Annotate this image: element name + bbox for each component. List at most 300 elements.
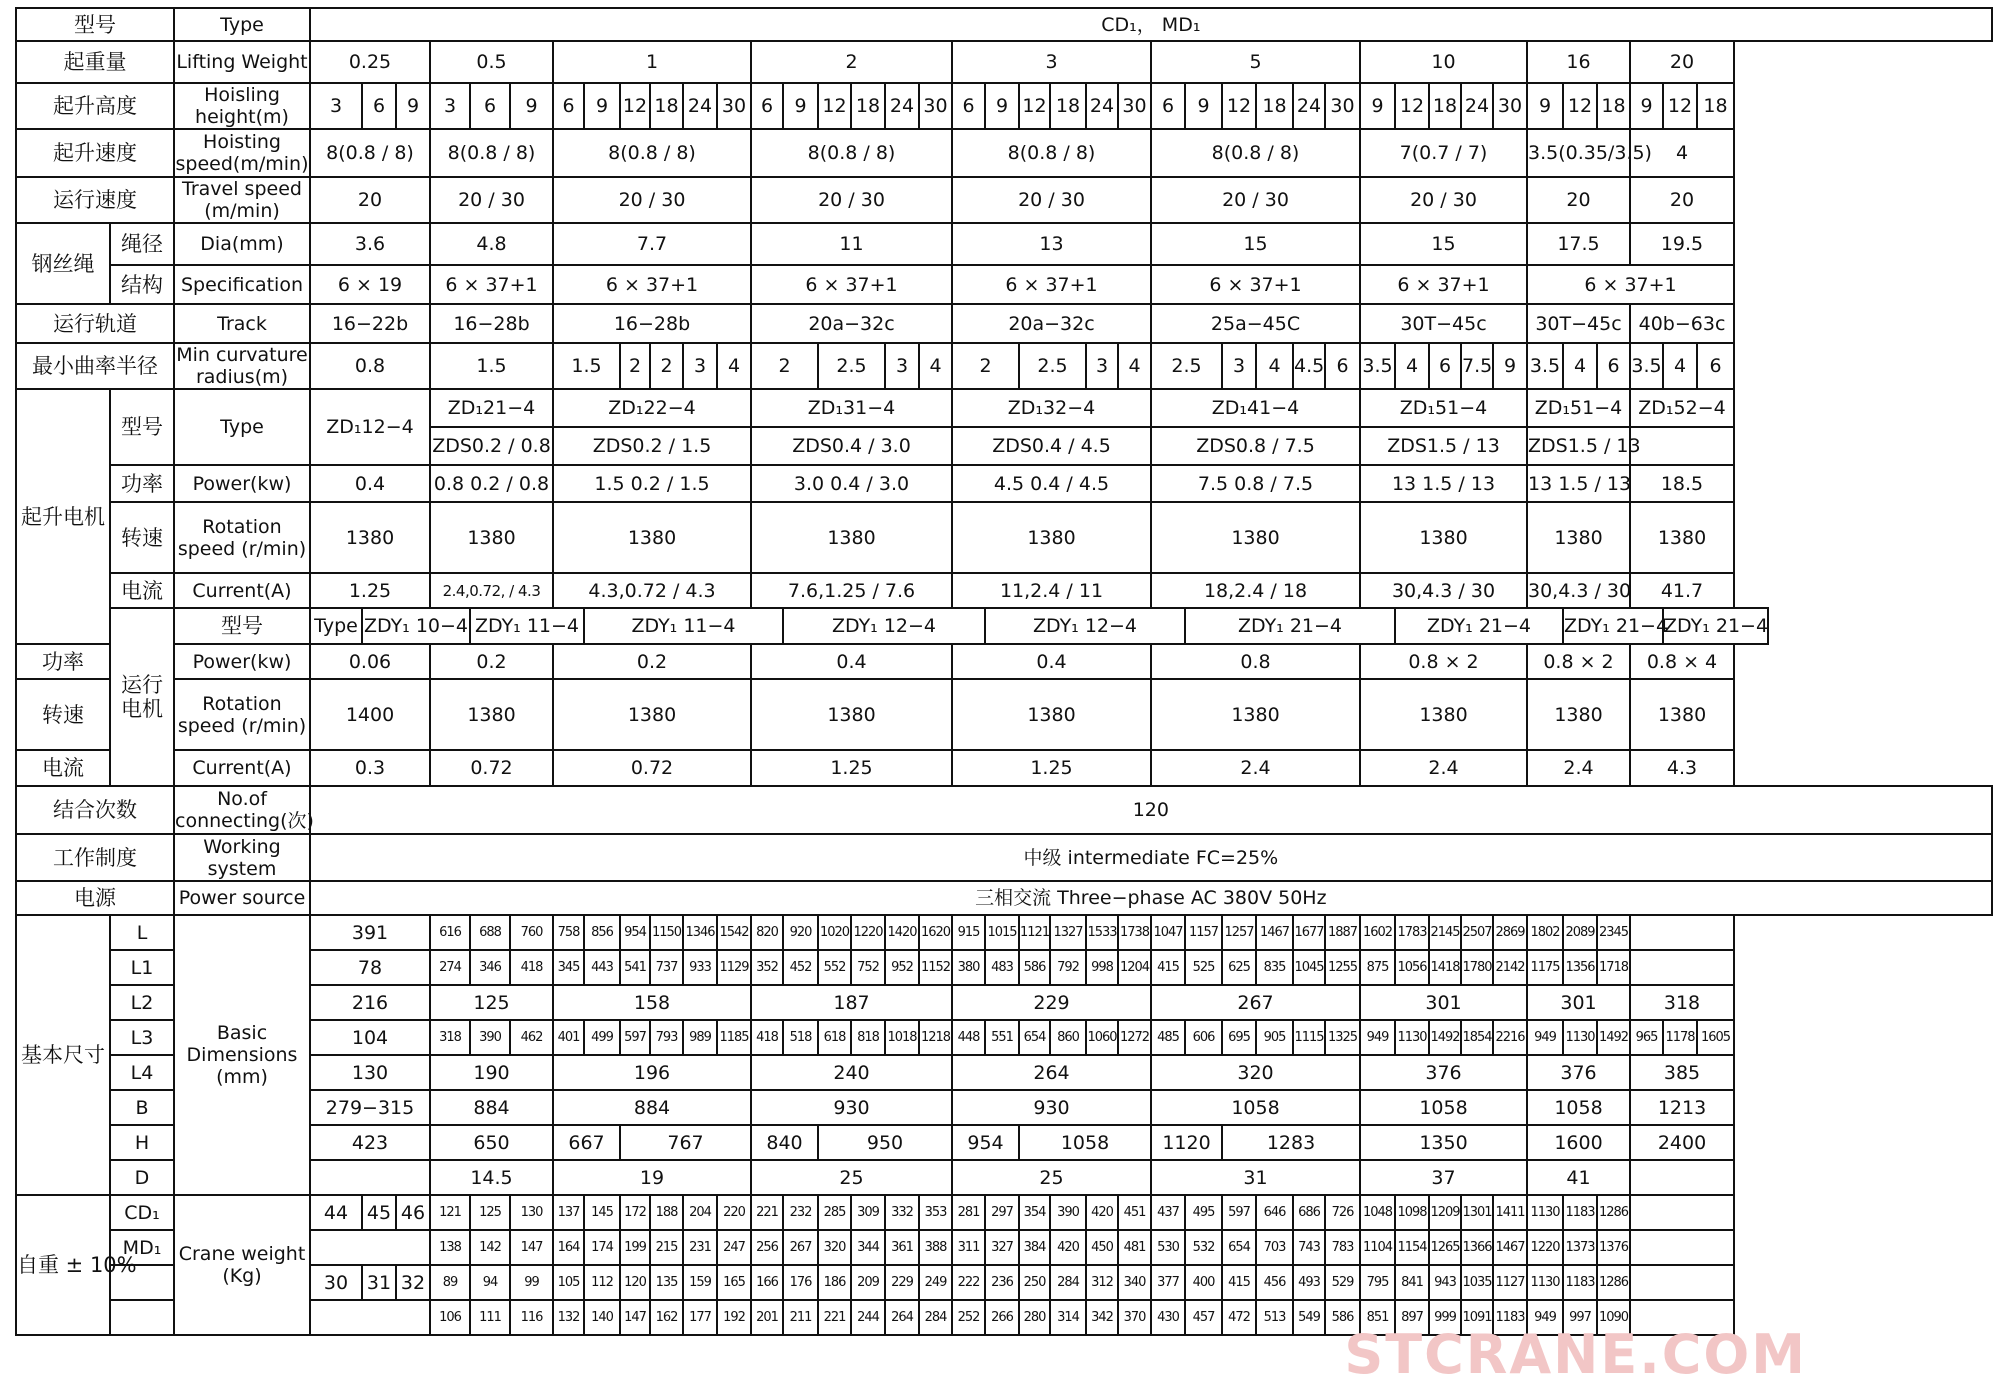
table-cell: 220: [717, 1195, 751, 1230]
table-cell: 1380: [1630, 502, 1734, 573]
table-cell: 2869: [1493, 915, 1527, 950]
table-cell: 312: [1086, 1265, 1118, 1300]
table-cell: 30: [1118, 83, 1151, 129]
table-cell: 12: [1019, 83, 1050, 129]
table-cell: 6: [751, 83, 783, 129]
table-cell: 30: [1325, 83, 1360, 129]
table-cell: Rotation speed (r/min): [174, 679, 310, 750]
table-cell: 950: [818, 1125, 952, 1160]
table-cell: 388: [919, 1230, 952, 1265]
table-cell: ZD₁32−4: [952, 389, 1151, 427]
table-cell: 188: [650, 1195, 683, 1230]
table-cell: 转速: [110, 502, 174, 573]
table-cell: 3.0 0.4 / 3.0: [751, 465, 952, 502]
table-cell: 1380: [1151, 679, 1360, 750]
table-cell: 1175: [1527, 950, 1563, 985]
table-cell: 443: [584, 950, 620, 985]
table-cell: 949: [1527, 1300, 1563, 1335]
table-cell: 726: [1325, 1195, 1360, 1230]
table-cell: 8(0.8 / 8): [952, 129, 1151, 177]
table-cell: 3.5: [1630, 343, 1663, 389]
table-cell: 1301: [1461, 1195, 1493, 1230]
table-cell: 646: [1256, 1195, 1293, 1230]
table-cell: 450: [1086, 1230, 1118, 1265]
table-cell: 24: [1293, 83, 1325, 129]
table-cell: 400: [1185, 1265, 1222, 1300]
table-cell: 1533: [1086, 915, 1118, 950]
table-cell: 30T−45c: [1360, 304, 1527, 343]
table-row: [16, 679, 1992, 750]
table-row: [16, 502, 1992, 573]
table-cell: 130: [510, 1195, 553, 1230]
table-cell: H: [110, 1125, 174, 1160]
table-cell: 7.5: [1461, 343, 1493, 389]
table-cell: No.of connecting(次): [175, 788, 314, 832]
table-cell: 1380: [751, 502, 952, 573]
table-cell: 78: [310, 950, 430, 985]
table-cell: [1630, 1160, 1734, 1195]
table-cell: 1.25: [952, 750, 1151, 786]
table-cell: 112: [584, 1265, 620, 1300]
table-cell: [310, 1300, 430, 1335]
table-cell: 17.5: [1527, 223, 1630, 265]
table-cell: D: [110, 1160, 174, 1195]
table-cell: Hoisting speed(m/min): [175, 131, 309, 175]
table-cell: 1887: [1325, 915, 1360, 950]
table-cell: ZDY₁ 21−4: [1395, 608, 1563, 644]
table-cell: 1220: [1527, 1230, 1563, 1265]
table-row: [16, 223, 1992, 265]
table-cell: 190: [430, 1055, 553, 1090]
table-cell: 835: [1256, 950, 1293, 985]
table-cell: 0.8: [1151, 644, 1360, 679]
table-cell: 基本尺寸: [16, 915, 110, 1195]
table-cell: 121: [430, 1195, 470, 1230]
table-cell: Lifting Weight: [174, 41, 310, 83]
table-cell: 1058: [1360, 1090, 1527, 1125]
table-cell: 0.2: [553, 644, 751, 679]
table-cell: 3: [1222, 343, 1256, 389]
table-cell: 2089: [1563, 915, 1597, 950]
table-cell: 1350: [1360, 1125, 1527, 1160]
table-cell: 0.25: [310, 41, 430, 83]
table-cell: 437: [1151, 1195, 1185, 1230]
table-cell: 6 × 37+1: [430, 265, 553, 304]
table-cell: 2.4: [1360, 750, 1527, 786]
table-cell: [1630, 1195, 1734, 1230]
table-cell: 301: [1360, 985, 1527, 1020]
table-cell: 46: [396, 1195, 430, 1230]
table-cell: 9: [1185, 83, 1222, 129]
table-cell: 327: [985, 1230, 1019, 1265]
table-cell: ZDY₁ 21−4: [1663, 608, 1768, 644]
table-cell: 4: [1630, 129, 1734, 177]
table-cell: 201: [751, 1300, 783, 1335]
table-cell: 249: [919, 1265, 952, 1300]
table-cell: 4.5 0.4 / 4.5: [952, 465, 1151, 502]
table-cell: 6: [362, 83, 396, 129]
table-cell: 965: [1630, 1020, 1663, 1055]
table-cell: 250: [1019, 1265, 1050, 1300]
table-cell: 884: [553, 1090, 751, 1125]
table-cell: 1802: [1527, 915, 1563, 950]
table-cell: 860: [1050, 1020, 1086, 1055]
table-cell: 586: [1325, 1300, 1360, 1335]
table-cell: 415: [1151, 950, 1185, 985]
table-cell: 1380: [1527, 502, 1630, 573]
table-cell: 541: [620, 950, 650, 985]
table-cell: 135: [650, 1265, 683, 1300]
table-cell: 0.2: [430, 644, 553, 679]
table-cell: 4.8: [430, 223, 553, 265]
table-cell: 176: [783, 1265, 818, 1300]
table-cell: 650: [430, 1125, 553, 1160]
table-cell: L: [110, 915, 174, 950]
table-cell: 19.5: [1630, 223, 1734, 265]
table-cell: 2.4: [1151, 750, 1360, 786]
table-cell: 654: [1222, 1230, 1256, 1265]
table-cell: 2142: [1493, 950, 1527, 985]
table-cell: 0.3: [310, 750, 430, 786]
table-cell: 6: [1429, 343, 1461, 389]
table-cell: [1630, 915, 1734, 950]
table-cell: 3: [683, 343, 717, 389]
table-cell: Hoisling height(m): [174, 83, 310, 129]
table-cell: L3: [110, 1020, 174, 1055]
table-cell: ZDY₁ 12−4: [783, 608, 985, 644]
table-cell: 686: [1293, 1195, 1325, 1230]
table-cell: [110, 1300, 174, 1335]
table-cell: 530: [1151, 1230, 1185, 1265]
table-cell: 18,2.4 / 18: [1151, 573, 1360, 608]
table-cell: 462: [510, 1020, 553, 1055]
table-cell: 41.7: [1630, 573, 1734, 608]
table-cell: Current(A): [174, 750, 310, 786]
table-cell: 9: [510, 83, 553, 129]
table-cell: ZDY₁ 11−4: [470, 608, 584, 644]
table-cell: ZD₁52−4: [1630, 389, 1734, 427]
table-cell: ZDS1.5 / 13: [1527, 427, 1630, 465]
table-cell: 起重量: [16, 41, 174, 83]
table-cell: 3.5(0.35/3.5): [1527, 129, 1630, 177]
table-cell: 2.5: [818, 343, 885, 389]
table-cell: 1213: [1630, 1090, 1734, 1125]
table-cell: L4: [110, 1055, 174, 1090]
table-cell: 1.25: [310, 573, 430, 608]
table-cell: 943: [1429, 1265, 1461, 1300]
table-cell: Power source: [174, 881, 310, 915]
table-cell: [1630, 950, 1734, 985]
table-cell: 667: [553, 1125, 620, 1160]
table-cell: 20 / 30: [952, 177, 1151, 223]
table-cell: 1: [553, 41, 751, 83]
table-cell: 3: [430, 83, 470, 129]
table-cell: Type: [174, 389, 310, 465]
table-cell: 695: [1222, 1020, 1256, 1055]
table-cell: 功率: [16, 644, 110, 679]
table-cell: 2.4: [1527, 750, 1630, 786]
table-cell: 1048: [1360, 1195, 1395, 1230]
table-cell: 187: [751, 985, 952, 1020]
table-cell: 1286: [1597, 1265, 1630, 1300]
table-row: [16, 1020, 1992, 1055]
table-cell: 7.6,1.25 / 7.6: [751, 573, 952, 608]
table-cell: 1183: [1493, 1300, 1527, 1335]
table-cell: ZD₁22−4: [553, 389, 751, 427]
table-cell: ZDY₁ 11−4: [584, 608, 783, 644]
table-cell: 1492: [1429, 1020, 1461, 1055]
table-cell: 12: [1222, 83, 1256, 129]
table-cell: 3: [885, 343, 919, 389]
table-cell: 0.8 × 4: [1630, 644, 1734, 679]
table-cell: [310, 1160, 430, 1195]
table-row: [16, 786, 1992, 834]
table-cell: 376: [1527, 1055, 1630, 1090]
table-cell: 158: [553, 985, 751, 1020]
table-cell: 318: [430, 1020, 470, 1055]
table-cell: 1020: [818, 915, 851, 950]
table-cell: 6: [1151, 83, 1185, 129]
table-cell: 30: [1493, 83, 1527, 129]
table-cell: 997: [1563, 1300, 1597, 1335]
table-cell: 192: [717, 1300, 751, 1335]
table-cell: 851: [1360, 1300, 1395, 1335]
table-cell: 起升速度: [16, 129, 174, 177]
table-cell: 6: [1597, 343, 1630, 389]
table-cell: 551: [985, 1020, 1019, 1055]
table-cell: 3: [1086, 343, 1118, 389]
table-cell: 1152: [919, 950, 952, 985]
table-cell: ZDS0.8 / 7.5: [1151, 427, 1360, 465]
table-cell: 430: [1151, 1300, 1185, 1335]
table-cell: 1157: [1185, 915, 1222, 950]
table-cell: 0.72: [553, 750, 751, 786]
table-cell: 20 / 30: [1151, 177, 1360, 223]
table-cell: 1220: [851, 915, 885, 950]
table-cell: 284: [1050, 1265, 1086, 1300]
table-cell: Crane weight (Kg): [174, 1195, 310, 1335]
table-cell: 20a−32c: [952, 304, 1151, 343]
table-cell: 840: [751, 1125, 818, 1160]
table-cell: ZDY₁ 10−4: [362, 608, 470, 644]
table-cell: 功率: [110, 465, 174, 502]
table-cell: 1380: [430, 502, 553, 573]
table-cell: 31: [1151, 1160, 1360, 1195]
table-cell: 转速: [16, 679, 110, 750]
table-cell: 24: [1086, 83, 1118, 129]
table-row: [16, 573, 1992, 608]
table-cell: L1: [110, 950, 174, 985]
table-cell: 1265: [1429, 1230, 1461, 1265]
table-cell: 13 1.5 / 13: [1360, 465, 1527, 502]
table-cell: 6: [1325, 343, 1360, 389]
table-cell: 1.5: [430, 343, 553, 389]
table-cell: 1327: [1050, 915, 1086, 950]
table-cell: 8(0.8 / 8): [310, 129, 430, 177]
table-cell: 232: [783, 1195, 818, 1230]
table-cell: 18: [650, 83, 683, 129]
table-cell: 420: [1086, 1195, 1118, 1230]
table-cell: 616: [430, 915, 470, 950]
table-cell: 483: [985, 950, 1019, 985]
table-cell: 9: [783, 83, 818, 129]
table-cell: 485: [1151, 1020, 1185, 1055]
table-cell: 11: [751, 223, 952, 265]
table-cell: 20 / 30: [751, 177, 952, 223]
table-cell: 132: [553, 1300, 584, 1335]
table-cell: 332: [885, 1195, 919, 1230]
table-cell: 7.7: [553, 223, 751, 265]
table-cell: ZDY₁ 21−4: [1563, 608, 1663, 644]
table-cell: 型号: [16, 8, 174, 41]
table-cell: 2507: [1461, 915, 1493, 950]
table-row: [16, 644, 1992, 679]
table-cell: ZDY₁ 12−4: [985, 608, 1185, 644]
table-row: [16, 881, 1992, 915]
table-cell: 297: [985, 1195, 1019, 1230]
table-cell: 16−28b: [430, 304, 553, 343]
table-cell: 264: [952, 1055, 1151, 1090]
table-cell: 361: [885, 1230, 919, 1265]
table-cell: 1411: [1493, 1195, 1527, 1230]
table-row: [16, 1090, 1992, 1125]
table-cell: 30T−45c: [1527, 304, 1630, 343]
table-cell: 1272: [1118, 1020, 1151, 1055]
table-cell: 1104: [1360, 1230, 1395, 1265]
table-cell: 1058: [1019, 1125, 1151, 1160]
table-cell: 1058: [1151, 1090, 1360, 1125]
table-cell: 120: [310, 786, 1992, 834]
table-cell: 244: [851, 1300, 885, 1335]
table-cell: 549: [1293, 1300, 1325, 1335]
table-cell: 24: [1461, 83, 1493, 129]
table-cell: 311: [952, 1230, 985, 1265]
table-cell: 353: [919, 1195, 952, 1230]
table-cell: 196: [553, 1055, 751, 1090]
table-cell: 1.5: [553, 343, 620, 389]
table-cell: 0.8 × 2: [1360, 644, 1527, 679]
table-cell: 147: [620, 1300, 650, 1335]
table-cell: 1780: [1461, 950, 1493, 985]
table-row: [16, 129, 1992, 177]
table-cell: [1630, 1265, 1734, 1300]
table-cell: 209: [851, 1265, 885, 1300]
table-cell: 16−28b: [553, 304, 751, 343]
table-cell: 12: [1663, 83, 1697, 129]
table-cell: 376: [1360, 1055, 1527, 1090]
table-cell: 1418: [1429, 950, 1461, 985]
table-cell: 0.4: [310, 465, 430, 502]
table-cell: 532: [1185, 1230, 1222, 1265]
table-cell: 1121: [1019, 915, 1050, 950]
table-cell: 2400: [1630, 1125, 1734, 1160]
table-cell: 499: [584, 1020, 620, 1055]
table-cell: 1467: [1256, 915, 1293, 950]
table-cell: 221: [751, 1195, 783, 1230]
table-cell: ZDY₁ 21−4: [1185, 608, 1395, 644]
table-cell: 1356: [1563, 950, 1597, 985]
table-cell: 20 / 30: [553, 177, 751, 223]
table-cell: 525: [1185, 950, 1222, 985]
table-cell: 391: [310, 915, 430, 950]
table-cell: 767: [620, 1125, 751, 1160]
table-cell: 215: [650, 1230, 683, 1265]
table-cell: 452: [783, 950, 818, 985]
table-cell: 7.5 0.8 / 7.5: [1151, 465, 1360, 502]
table-cell: 6 × 37+1: [1360, 265, 1527, 304]
table-cell: 12: [1563, 83, 1597, 129]
table-cell: 105: [553, 1265, 584, 1300]
watermark: STCRANE.COM: [1344, 1323, 1807, 1386]
table-cell: 1380: [952, 502, 1151, 573]
table-cell: 4: [919, 343, 952, 389]
table-cell: 172: [620, 1195, 650, 1230]
table-cell: ZDS0.4 / 3.0: [751, 427, 952, 465]
table-cell: 1600: [1527, 1125, 1630, 1160]
table-cell: Type: [174, 8, 310, 41]
table-cell: 783: [1325, 1230, 1360, 1265]
table-cell: 795: [1360, 1265, 1395, 1300]
table-cell: 型号: [174, 608, 310, 644]
table-cell: 3: [952, 41, 1151, 83]
table-cell: 9: [985, 83, 1019, 129]
table-cell: 1677: [1293, 915, 1325, 950]
table-cell: 1380: [751, 679, 952, 750]
table-cell: 1380: [1360, 679, 1527, 750]
table-row: [16, 8, 1992, 41]
table-cell: 最小曲率半径: [16, 343, 174, 389]
table-row: [16, 1125, 1992, 1160]
table-cell: 513: [1256, 1300, 1293, 1335]
table-cell: 8(0.8 / 8): [751, 129, 952, 177]
table-row: [16, 465, 1992, 502]
table-cell: 752: [851, 950, 885, 985]
table-cell: 116: [510, 1300, 553, 1335]
table-cell: 9: [1493, 343, 1527, 389]
table-cell: 1.25: [751, 750, 952, 786]
table-cell: 1420: [885, 915, 919, 950]
table-cell: 318: [1630, 985, 1734, 1020]
table-cell: 1150: [650, 915, 683, 950]
table-cell: 401: [553, 1020, 584, 1055]
table-cell: 6 × 37+1: [751, 265, 952, 304]
table-cell: 6: [470, 83, 510, 129]
table-cell: 18.5: [1630, 465, 1734, 502]
table-cell: 266: [985, 1300, 1019, 1335]
table-row: [16, 83, 1992, 129]
table-cell: 989: [683, 1020, 717, 1055]
table-cell: 930: [751, 1090, 952, 1125]
table-cell: 30,4.3 / 30: [1360, 573, 1527, 608]
table-cell: 2145: [1429, 915, 1461, 950]
table-row: [16, 608, 1992, 644]
table-cell: 1185: [717, 1020, 751, 1055]
table-cell: 856: [584, 915, 620, 950]
table-cell: 352: [751, 950, 783, 985]
table-cell: 32: [396, 1265, 430, 1300]
table-cell: 25: [751, 1160, 952, 1195]
table-cell: 518: [783, 1020, 818, 1055]
table-cell: 216: [310, 985, 430, 1020]
table-cell: 264: [885, 1300, 919, 1335]
table-cell: 25a−45C: [1151, 304, 1360, 343]
table-cell: 342: [1086, 1300, 1118, 1335]
table-cell: 380: [952, 950, 985, 985]
table-cell: 1091: [1461, 1300, 1493, 1335]
table-cell: 20: [310, 177, 430, 223]
table-cell: 423: [310, 1125, 430, 1160]
table-cell: 1783: [1395, 915, 1429, 950]
